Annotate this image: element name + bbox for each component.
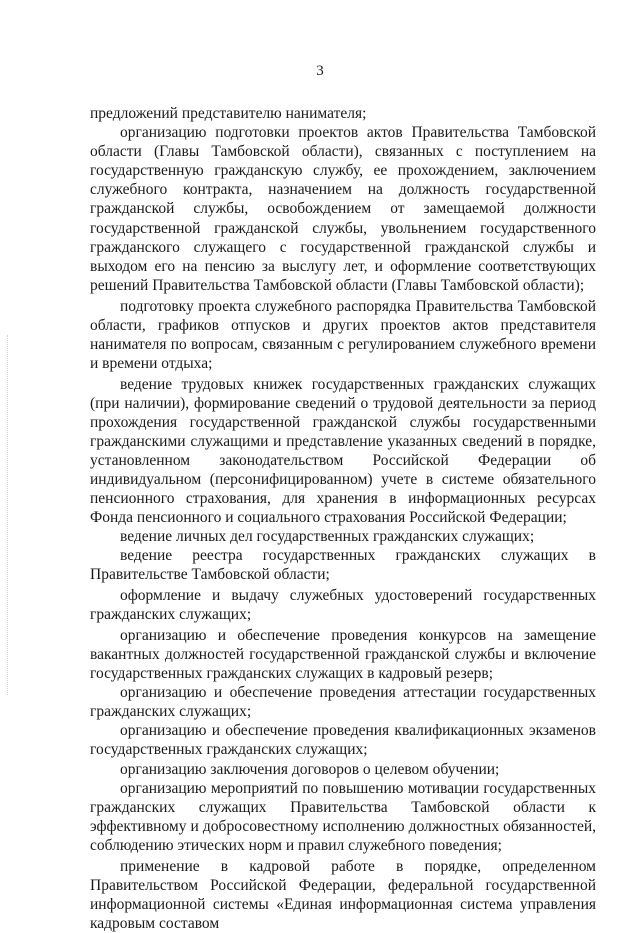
document-body [90,104,596,933]
paragraph: применение в кадровой работе в порядке, определенном Правительством Российской Федерации, федеральной государственной информационной системы «Единая информационная система управления кадровым составом [90,857,596,932]
paragraph: организацию мероприятий по повышению мотивации государственных гражданских служащих Правительства Тамбовской области к эффективному и добросовестному исполнению должностных обязанностей, соблюдению этических норм и правил служебного поведения; [90,779,596,854]
margin-scan-marks [7,335,11,695]
paragraph: ведение личных дел государственных гражданских служащих; [120,528,535,546]
paragraph: организацию и обеспечение проведения аттестации государственных гражданских служащих; [90,684,596,721]
paragraph: ведение трудовых книжек государственных гражданских служащих (при наличии), формирование сведений о трудовой деятельности за период прохождения государственной гражданской службы государственными гражданскими служащими и представление указанных сведений в порядке, установленном законодательством Российской Федерации об индивидуальном (персонифицированном) учете в системе обязательного пенсионного страхования, для хранения в информационных ресурсах Фонда пенсионного и социального страхования Российской Федерации; [90,375,596,527]
paragraph: организацию и обеспечение проведения квалификационных экзаменов государственных гражданских служащих; [90,722,596,759]
paragraph: организацию подготовки проектов актов Правительства Тамбовской области (Главы Тамбовской области), связанных с поступлением на государственную гражданскую службу, ее прохождением, заключением служебного контракта, назначением на должность государственной гражданской службы, освобождением от замещаемой должности государственной гражданской службы, увольнением государственного гражданского служащего с государственной гражданской службы и выходом его на пенсию за выслугу лет, и оформление соответствующих решений Правительства Тамбовской области (Главы Тамбовской области); [90,124,596,294]
paragraph: подготовку проекта служебного распорядка Правительства Тамбовской области, графиков отпусков и других проектов актов представителя нанимателя по вопросам, связанным с регулированием служебного времени и времени отдыха; [90,297,596,372]
paragraph: организацию заключения договоров о целевом обучении; [120,760,500,778]
paragraph: ведение реестра государственных гражданских служащих в Правительстве Тамбовской области; [90,547,596,584]
paragraph: организацию и обеспечение проведения конкурсов на замещение вакантных должностей государственной гражданской службы и включение государственных гражданских служащих в кадровый резерв; [90,626,596,683]
paragraph: оформление и выдачу служебных удостоверений государственных гражданских служащих; [90,587,596,624]
paragraph: предложений представителю нанимателя; [90,105,367,122]
page-number: 3 [316,63,324,79]
